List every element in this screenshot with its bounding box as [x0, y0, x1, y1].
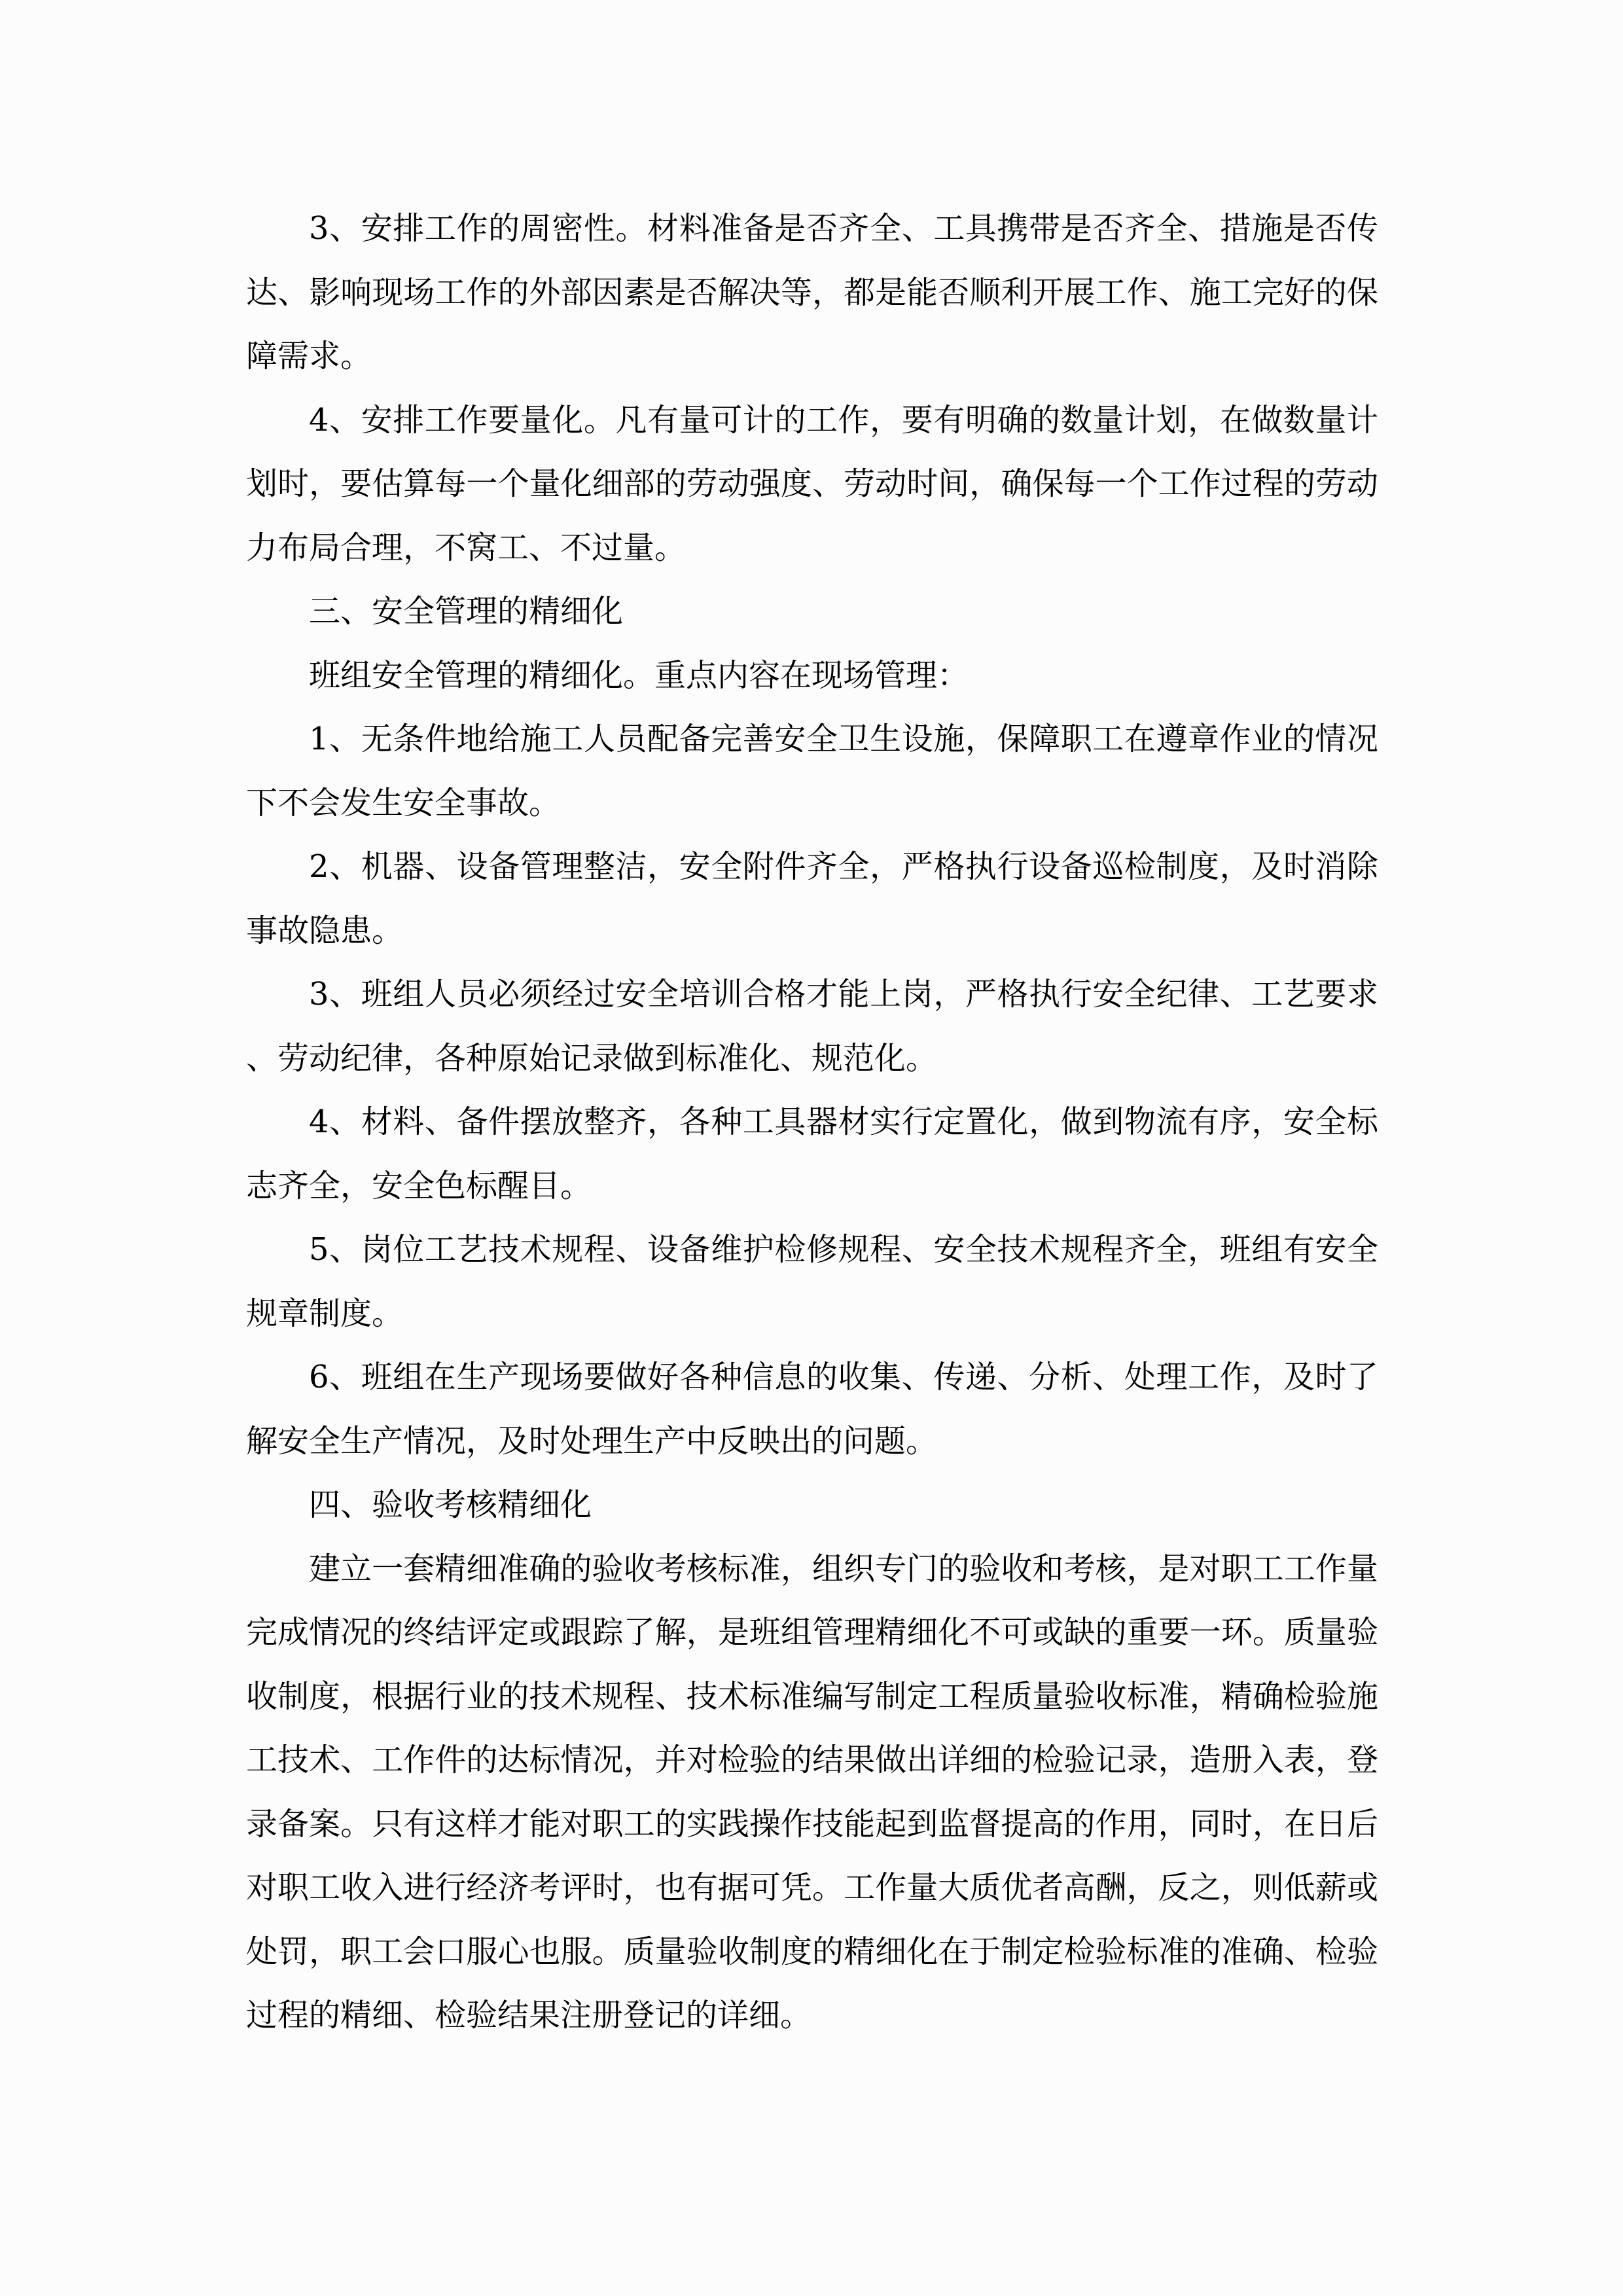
paragraph-safety-item-6: 6、班组在生产现场要做好各种信息的收集、传递、分析、处理工作，及时了解安全生产情况，及时处理生产中反映出的问题。	[246, 1359, 1378, 1460]
section-heading-acceptance-assessment: 四、验收考核精细化	[309, 1486, 592, 1523]
paragraph-item-3-arrangement-thoroughness: 3、安排工作的周密性。材料准备是否齐全、工具携带是否齐全、措施是否传达、影响现场工作的外部因素是否解决等，都是能否顺利开展工作、施工完好的保障需求。	[246, 210, 1378, 374]
paragraph-safety-intro: 班组安全管理的精细化。重点内容在现场管理：	[309, 656, 969, 694]
paragraph-item-4-quantified-arrangement: 4、安排工作要量化。凡有量可计的工作，要有明确的数量计划，在做数量计划时，要估算每一个量化细部的劳动强度、劳动时间，确保每一个工作过程的劳动力布局合理，不窝工、不过量。	[246, 401, 1378, 566]
paragraph-safety-item-2: 2、机器、设备管理整洁，安全附件齐全，严格执行设备巡检制度，及时消除事故隐患。	[246, 848, 1378, 949]
paragraph-acceptance-body: 建立一套精细准确的验收考核标准，组织专门的验收和考核，是对职工工作量完成情况的终结评定或跟踪了解，是班组管理精细化不可或缺的重要一环。质量验收制度，根据行业的技术规程、技术标准编写制定工程质量验收标准，精确检验施工技术、工作件的达标情况，并对检验的结果做出详细的检验记录，造册入表，登录备案。只有这样才能对职工的实践操作技能起到监督提高的作用，同时，在日后对职工收入进行经济考评时，也有据可凭。工作量大质优者高酬，反之，则低薪或处罚，职工会口服心也服。质量验收制度的精细化在于制定检验标准的准确、检验过程的精细、检验结果注册登记的详细。	[246, 1550, 1378, 2034]
paragraph-safety-item-4: 4、材料、备件摆放整齐，各种工具器材实行定置化，做到物流有序，安全标志齐全，安全色标醒目。	[246, 1103, 1378, 1204]
section-heading-safety-management: 三、安全管理的精细化	[309, 593, 624, 630]
paragraph-safety-item-3: 3、班组人员必须经过安全培训合格才能上岗，严格执行安全纪律、工艺要求、劳动纪律，各种原始记录做到标准化、规范化。	[246, 976, 1378, 1077]
paragraph-safety-item-1: 1、无条件地给施工人员配备完善安全卫生设施，保障职工在遵章作业的情况下不会发生安全事故。	[246, 721, 1378, 821]
document-body	[246, 197, 1378, 2048]
paragraph-safety-item-5: 5、岗位工艺技术规程、设备维护检修规程、安全技术规程齐全，班组有安全规章制度。	[246, 1231, 1378, 1332]
